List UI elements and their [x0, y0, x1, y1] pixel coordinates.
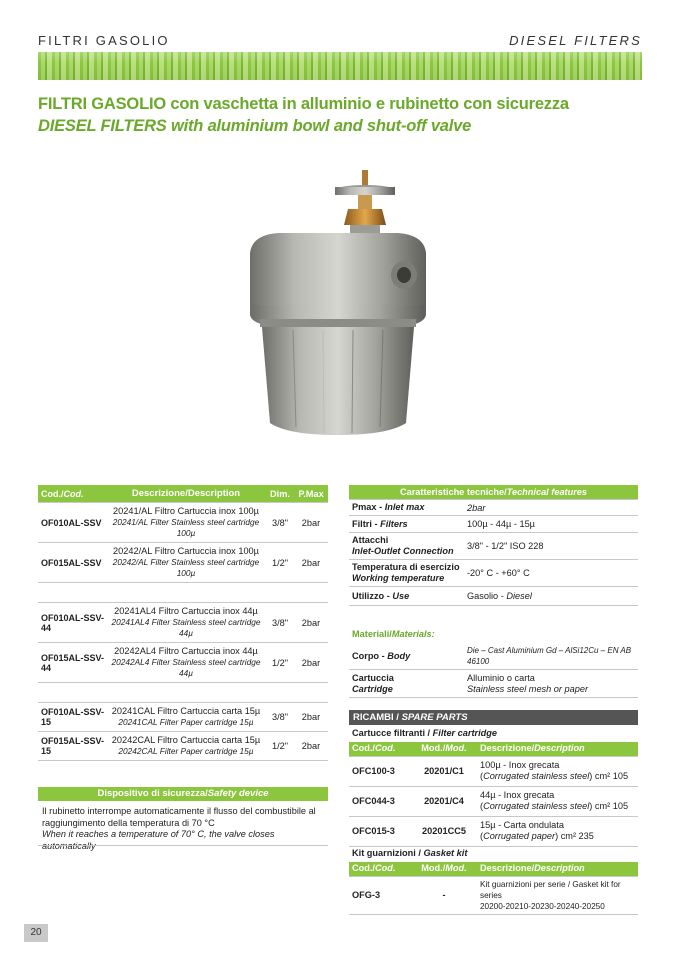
- product-desc-en: 20242AL4 Filter Stainless steel cartridge 44µ: [111, 657, 261, 678]
- safety-text-en: When it reaches a temperature of 70° C, the valve closes: [42, 829, 275, 839]
- product-dim: 1/2": [266, 543, 294, 583]
- spare-code: OFG-3: [349, 876, 411, 914]
- product-desc-en: 20241AL4 Filter Stainless steel cartridge 44µ: [111, 617, 261, 638]
- table-row: Cartuccia Cartridge Alluminio o carta Stainless steel mesh or paper: [349, 670, 638, 698]
- page-title-it: FILTRI GASOLIO con vaschetta in alluminio e rubinetto con sicurezza: [38, 95, 569, 113]
- materials-table: [349, 643, 638, 698]
- product-desc-en: 20241/AL Filter Stainless steel cartridge 100µ: [112, 517, 260, 538]
- spare-mod: -: [411, 876, 477, 914]
- table-row: Temperatura di esercizio Working temperature -20° C - +60° C: [349, 560, 638, 587]
- table-row: Corpo - Body Die – Cast Aluminium Gd – AlSi12Cu – EN AB 46100: [349, 643, 638, 670]
- table-spacer: [38, 583, 328, 603]
- filter-cartridge-label: Cartucce filtranti / Filter cartridge: [352, 728, 498, 738]
- page-title-en: DIESEL FILTERS with aluminium bowl and shut-off valve: [38, 117, 472, 135]
- tech-value: 100µ - 44µ - 15µ: [464, 516, 638, 533]
- product-code: OF015AL-SSV: [38, 543, 106, 583]
- header-description: Descrizione/Description: [106, 485, 266, 503]
- spare-code: OFC015-3: [349, 816, 411, 846]
- spare-mod: 20201/C1: [411, 756, 477, 786]
- cartridges-table: [349, 742, 638, 847]
- product-dim: 1/2": [266, 643, 294, 683]
- header-pmax: P.Max: [294, 485, 328, 503]
- table-row: [38, 703, 328, 732]
- gaskets-table: [349, 862, 638, 915]
- tech-value: Gasolio - Diesel: [464, 587, 638, 606]
- stripe-band-shade: [38, 52, 642, 80]
- product-code: OF010AL-SSV: [38, 503, 106, 543]
- product-desc-en: 20242CAL Filter Paper cartridge 15µ: [118, 746, 254, 756]
- product-code: OF010AL-SSV-44: [38, 603, 106, 643]
- products-table-header: Cod./Cod. Descrizione/Description Dim. P.Max: [38, 485, 328, 503]
- products-table: [38, 485, 328, 761]
- safety-text-it: Il rubinetto interrompe automaticamente il flusso del combustibile al raggiungimento della temperatura di 70 °C: [42, 806, 316, 828]
- product-desc-it: 20242CAL Filtro Cartuccia carta 15µ: [111, 735, 261, 745]
- product-dim: 3/8": [266, 703, 294, 732]
- diesel-filter-image: [238, 165, 438, 440]
- product-pmax: 2bar: [294, 643, 328, 683]
- table-row: OFG-3 - Kit guarnizioni per serie / Gasket kit for series 20200-20210-20230-20240-20250: [349, 876, 638, 914]
- product-code: OF015AL-SSV-44: [38, 643, 106, 683]
- spare-code: OFC100-3: [349, 756, 411, 786]
- table-row: Filtri - Filters 100µ - 44µ - 15µ: [349, 516, 638, 533]
- product-pmax: 2bar: [294, 603, 328, 643]
- table-row: [38, 732, 328, 761]
- tech-value: 3/8" - 1/2" ISO 228: [464, 533, 638, 560]
- product-pmax: 2bar: [294, 543, 328, 583]
- product-pmax: 2bar: [294, 703, 328, 732]
- product-desc-it: 20242/AL Filtro Cartuccia inox 100µ: [113, 546, 259, 556]
- safety-divider: [38, 845, 328, 846]
- table-row: Utilizzo - Use Gasolio - Diesel: [349, 587, 638, 606]
- materials-label: Materiali/Materials:: [352, 629, 435, 639]
- table-row: [38, 643, 328, 683]
- table-row: [38, 603, 328, 643]
- product-desc-en: 20241CAL Filter Paper cartridge 15µ: [118, 717, 254, 727]
- cartridges-table-header: Cod./Cod. Mod./Mod. Descrizione/Description: [349, 742, 638, 756]
- product-dim: 1/2": [266, 732, 294, 761]
- header-dim: Dim.: [266, 485, 294, 503]
- material-value: Die – Cast Aluminium Gd – AlSi12Cu – EN AB 46100: [467, 646, 632, 666]
- product-desc-it: 20241/AL Filtro Cartuccia inox 100µ: [113, 506, 259, 516]
- gaskets-table-header: Cod./Cod. Mod./Mod. Descrizione/Description: [349, 862, 638, 876]
- product-pmax: 2bar: [294, 503, 328, 543]
- table-row: OFC015-3 20201CC5 15µ - Carta ondulata (Corrugated paper) cm² 235: [349, 816, 638, 846]
- header-left: FILTRI GASOLIO: [38, 33, 170, 48]
- table-row: [38, 503, 328, 543]
- header-right: DIESEL FILTERS: [509, 33, 642, 48]
- spare-code: OFC044-3: [349, 786, 411, 816]
- table-row: Attacchi Inlet-Outlet Connection 3/8" - 1/2" ISO 228: [349, 533, 638, 560]
- table-row: [38, 543, 328, 583]
- product-dim: 3/8": [266, 603, 294, 643]
- product-desc-en: 20242/AL Filter Stainless steel cartridge 100µ: [112, 557, 260, 578]
- page-number: 20: [24, 924, 48, 942]
- spare-mod: 20201/C4: [411, 786, 477, 816]
- table-row: OFC044-3 20201/C4 44µ - Inox grecata (Corrugated stainless steel) cm² 105: [349, 786, 638, 816]
- tech-value: 2bar: [467, 502, 486, 513]
- product-code: OF015AL-SSV-15: [38, 732, 106, 761]
- product-dim: 3/8": [266, 503, 294, 543]
- spare-parts-header: RICAMBI / SPARE PARTS: [349, 710, 638, 725]
- product-pmax: 2bar: [294, 732, 328, 761]
- tech-value: -20° C - +60° C: [464, 560, 638, 587]
- gasket-kit-label: Kit guarnizioni / Gasket kit: [352, 848, 468, 858]
- product-desc-it: 20242AL4 Filtro Cartuccia inox 44µ: [114, 646, 258, 656]
- material-value-en: Stainless steel mesh or paper: [467, 683, 589, 694]
- table-spacer: [38, 683, 328, 703]
- tech-features-table: [349, 485, 638, 606]
- spare-mod: 20201CC5: [411, 816, 477, 846]
- table-row: Pmax - Inlet max 2bar: [349, 500, 638, 516]
- safety-device-header: Dispositivo di sicurezza/Safety device: [38, 787, 328, 801]
- table-row: OFC100-3 20201/C1 100µ - Inox grecata (Corrugated stainless steel) cm² 105: [349, 756, 638, 786]
- product-desc-it: 20241CAL Filtro Cartuccia carta 15µ: [111, 706, 261, 716]
- product-desc-it: 20241AL4 Filtro Cartuccia inox 44µ: [114, 606, 258, 616]
- material-value-it: Alluminio o carta: [467, 672, 535, 683]
- tech-features-header: Caratteristiche tecniche/Technical features: [349, 485, 638, 500]
- product-code: OF010AL-SSV-15: [38, 703, 106, 732]
